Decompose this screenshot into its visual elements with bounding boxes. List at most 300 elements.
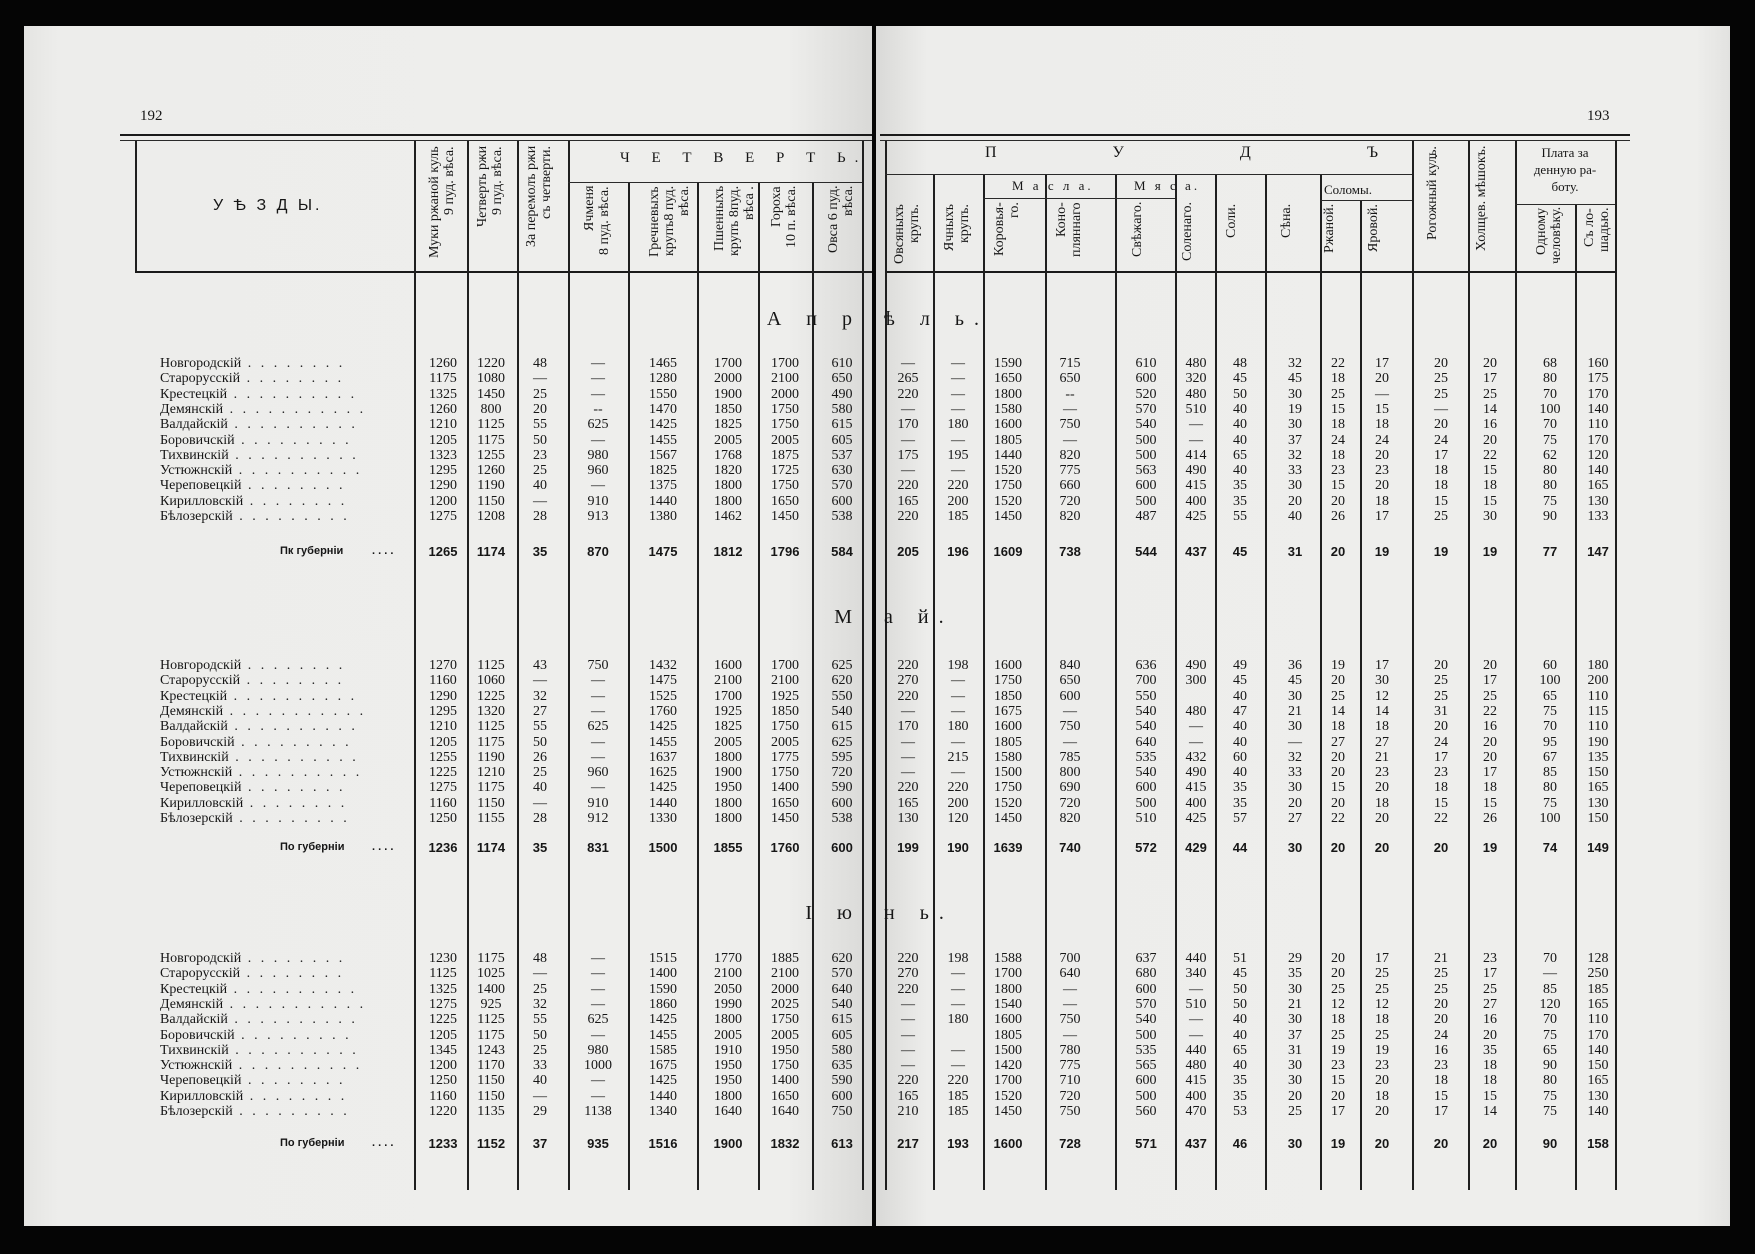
table-cell: — — [591, 371, 605, 387]
table-cell: 600 — [1135, 981, 1157, 997]
table-cell: 15 — [1483, 795, 1497, 811]
table-cell: 1210 — [477, 765, 505, 781]
table-cell: 14 — [1331, 703, 1345, 719]
uezd-name — [160, 356, 345, 371]
table-cell: 1580 — [994, 749, 1022, 765]
table-cell: 25 — [1375, 966, 1389, 982]
uezd-name — [160, 417, 358, 432]
column-header-left: Ячменя 8 пуд. вѣса. — [582, 186, 612, 255]
table-cell: 43 — [533, 658, 547, 673]
table-cell: 414 — [1185, 447, 1207, 463]
table-cell: 26 — [533, 749, 547, 765]
table-cell: 710 — [1059, 1073, 1081, 1089]
table-cell: 320 — [1185, 371, 1207, 387]
table-cell: 25 — [1483, 981, 1497, 997]
table-cell: 563 — [1135, 463, 1157, 479]
table-cell: 510 — [1185, 996, 1207, 1012]
uezd-name — [160, 765, 362, 780]
uezd-name-text: Демянскій — [160, 401, 224, 417]
table-cell: 40 — [533, 780, 547, 796]
month-label-right: а й. — [884, 606, 954, 628]
table-cell: — — [951, 688, 965, 704]
table-cell: 110 — [1587, 1012, 1609, 1028]
table-cell: 1700 — [994, 1073, 1022, 1089]
table-cell: — — [533, 795, 547, 811]
table-cell: 20 — [1483, 432, 1497, 448]
table-cell: 640 — [1135, 734, 1157, 750]
table-cell: 605 — [831, 1027, 853, 1043]
table-cell: 1650 — [771, 795, 799, 811]
table-cell: 1295 — [429, 703, 457, 719]
table-cell: 14 — [1483, 1104, 1497, 1119]
table-cell: 24 — [1434, 734, 1448, 750]
table-cell: 720 — [1059, 1088, 1081, 1104]
table-cell: — — [951, 996, 965, 1012]
table-cell: 1990 — [714, 996, 742, 1012]
table-cell: 180 — [947, 417, 969, 433]
table-cell: — — [591, 688, 605, 704]
table-cell: 150 — [1587, 811, 1609, 826]
header-top-rule-left — [120, 134, 872, 136]
table-cell: 1800 — [994, 386, 1022, 402]
table-cell: 165 — [1587, 780, 1609, 796]
table-cell: 25 — [533, 463, 547, 479]
total-cell: 90 — [1542, 1136, 1558, 1151]
table-cell: 1225 — [477, 688, 505, 704]
table-cell: 1250 — [429, 811, 457, 826]
table-cell: 18 — [1375, 795, 1389, 811]
header-bottom-rule-right — [885, 271, 1615, 273]
total-cell: 45 — [1232, 544, 1248, 559]
table-cell: 487 — [1135, 509, 1157, 524]
table-cell: 650 — [831, 371, 853, 387]
table-cell: 120 — [1539, 996, 1561, 1012]
table-cell: 912 — [587, 811, 609, 826]
table-cell: 1455 — [649, 734, 677, 750]
table-cell: 440 — [1185, 1042, 1207, 1058]
table-cell: 20 — [1375, 447, 1389, 463]
table-cell: 1400 — [771, 780, 799, 796]
total-cell: 19 — [1433, 544, 1449, 559]
table-cell: — — [951, 734, 965, 750]
table-cell: 215 — [947, 749, 969, 765]
table-cell: 75 — [1543, 1088, 1557, 1104]
table-cell: — — [591, 1073, 605, 1089]
table-cell: 415 — [1185, 1073, 1207, 1089]
table-cell: 12 — [1331, 996, 1345, 1012]
table-cell: 1585 — [649, 1042, 677, 1058]
table-cell: 20 — [1331, 951, 1345, 966]
leader-dots: . . . . . . . . . . — [232, 765, 363, 781]
table-cell: 20 — [533, 401, 547, 417]
table-cell: 130 — [897, 811, 919, 826]
table-cell: 1450 — [994, 509, 1022, 524]
table-cell: 50 — [1233, 386, 1247, 402]
table-cell: 115 — [1587, 703, 1609, 719]
uezd-name-text: Устюжнскій — [160, 765, 233, 781]
table-cell: 1190 — [477, 478, 505, 494]
table-cell: 165 — [1587, 1073, 1609, 1089]
table-cell: 40 — [1233, 719, 1247, 735]
table-cell: 1205 — [429, 432, 457, 448]
table-cell: 625 — [587, 1012, 609, 1028]
table-cell: 820 — [1059, 447, 1081, 463]
table-cell: 1600 — [994, 658, 1022, 673]
table-cell: 1640 — [771, 1104, 799, 1119]
table-cell: 67 — [1543, 749, 1557, 765]
table-cell: 18 — [1483, 1073, 1497, 1089]
total-cell: 19 — [1482, 544, 1498, 559]
table-cell: 1800 — [714, 795, 742, 811]
leader-dots: . . . . . . . . — [240, 371, 345, 387]
column-divider-left — [135, 141, 137, 271]
table-cell: 35 — [1233, 780, 1247, 796]
table-cell: 51 — [1233, 951, 1247, 966]
table-cell: 19 — [1331, 658, 1345, 673]
uezd-name — [160, 1043, 359, 1058]
table-cell: 26 — [1483, 811, 1497, 826]
table-cell: 18 — [1434, 780, 1448, 796]
table-cell: 12 — [1375, 688, 1389, 704]
leader-dots: . . . . . . . . . — [232, 1104, 350, 1119]
table-cell: 80 — [1543, 478, 1557, 494]
table-cell: 23 — [1483, 951, 1497, 966]
total-cell: 37 — [532, 1136, 548, 1151]
table-cell: 70 — [1543, 951, 1557, 966]
table-cell: 1400 — [649, 966, 677, 982]
column-divider-left — [568, 141, 570, 1190]
table-cell: — — [901, 356, 915, 371]
table-cell: 40 — [1233, 688, 1247, 704]
table-cell: 23 — [1331, 1058, 1345, 1074]
table-cell: 170 — [897, 719, 919, 735]
table-cell: 625 — [587, 719, 609, 735]
table-cell: 27 — [1375, 734, 1389, 750]
table-cell: 440 — [1185, 951, 1207, 966]
table-cell: 25 — [1331, 981, 1345, 997]
table-cell: 45 — [1233, 673, 1247, 689]
uezd-name-text: Боровичскій — [160, 432, 235, 448]
table-cell: 40 — [1233, 432, 1247, 448]
plata-group-label: Плата за денную ра- боту. — [1533, 145, 1597, 194]
total-cell: 572 — [1135, 840, 1157, 855]
table-cell: 55 — [1233, 509, 1247, 524]
table-cell: 540 — [1135, 765, 1157, 781]
table-cell: 1750 — [771, 401, 799, 417]
table-cell: 24 — [1434, 1027, 1448, 1043]
table-cell: 1175 — [477, 1027, 505, 1043]
table-cell: 190 — [1587, 734, 1609, 750]
table-cell: 1700 — [714, 688, 742, 704]
table-cell: — — [591, 478, 605, 494]
table-cell: 27 — [1483, 996, 1497, 1012]
table-cell: 21 — [1288, 703, 1302, 719]
table-cell: 775 — [1059, 1058, 1081, 1074]
table-cell: — — [533, 493, 547, 509]
uezd-name — [160, 478, 345, 493]
table-cell: 2100 — [771, 966, 799, 982]
table-cell: 16 — [1483, 719, 1497, 735]
table-cell: 65 — [1233, 447, 1247, 463]
table-cell: 18 — [1375, 719, 1389, 735]
table-cell: 1160 — [429, 1088, 457, 1104]
table-cell: 17 — [1483, 371, 1497, 387]
table-cell: 570 — [1135, 401, 1157, 417]
table-cell: 1175 — [477, 432, 505, 448]
table-cell: 1420 — [994, 1058, 1022, 1074]
table-cell: 110 — [1587, 688, 1609, 704]
table-cell: 570 — [831, 966, 853, 982]
column-header-left: Пшенныхъ крупъ 8пуд. вѣса . — [712, 186, 757, 257]
table-cell: 1275 — [429, 996, 457, 1012]
table-cell: 2005 — [714, 432, 742, 448]
table-cell: 28 — [533, 509, 547, 524]
uezd-name-text: Валдайскій — [160, 417, 228, 433]
uezd-name-text: Бѣлозерскій — [160, 1104, 233, 1119]
table-cell: 32 — [1288, 356, 1302, 371]
uezd-name — [160, 982, 357, 997]
table-cell: 17 — [1434, 1104, 1448, 1119]
table-cell: 210 — [897, 1104, 919, 1119]
table-cell: 220 — [947, 478, 969, 494]
table-cell: 17 — [1483, 966, 1497, 982]
table-cell: 480 — [1185, 356, 1207, 371]
uezd-name-text: Бѣлозерскій — [160, 509, 233, 524]
column-header-left: Гороха 10 п. вѣса. — [769, 186, 799, 249]
total-cell: 1265 — [428, 544, 458, 559]
table-cell: 1750 — [771, 765, 799, 781]
uezd-name-text: Устюжнскій — [160, 1058, 233, 1074]
table-cell: 1520 — [994, 1088, 1022, 1104]
table-cell: 20 — [1434, 1012, 1448, 1028]
table-cell: 23 — [1375, 765, 1389, 781]
table-cell: 30 — [1483, 509, 1497, 524]
table-cell: 18 — [1483, 478, 1497, 494]
uezd-name-text: Тихвинскій — [160, 1042, 229, 1058]
table-cell: 2005 — [714, 1027, 742, 1043]
column-header-left: Муки ржаной куль 9 пуд. вѣса. — [427, 146, 457, 258]
table-cell: — — [951, 401, 965, 417]
table-cell: 15 — [1331, 478, 1345, 494]
table-cell: 1425 — [649, 1073, 677, 1089]
table-cell: 2005 — [771, 1027, 799, 1043]
header-top-thin-left — [120, 140, 872, 141]
table-cell: — — [951, 1058, 965, 1074]
column-divider-left — [812, 182, 814, 1190]
table-cell: 2000 — [771, 386, 799, 402]
solomy-group-label: Соломы. — [1324, 182, 1372, 197]
column-header-right: Соли. — [1224, 204, 1239, 239]
table-cell: 14 — [1375, 703, 1389, 719]
table-cell: 550 — [831, 688, 853, 704]
table-cell: 20 — [1375, 1104, 1389, 1119]
table-cell: — — [901, 734, 915, 750]
table-cell: 15 — [1483, 1088, 1497, 1104]
table-cell: 23 — [1375, 1058, 1389, 1074]
table-cell: 90 — [1543, 1058, 1557, 1074]
table-cell: 1600 — [994, 719, 1022, 735]
table-cell: 1220 — [429, 1104, 457, 1119]
table-cell: 1750 — [771, 719, 799, 735]
table-cell: 500 — [1135, 1027, 1157, 1043]
table-cell: 25 — [1434, 673, 1448, 689]
table-cell: 120 — [1587, 447, 1609, 463]
table-cell: 48 — [1233, 356, 1247, 371]
table-cell: 19 — [1331, 1042, 1345, 1058]
table-cell: 1125 — [477, 658, 505, 673]
table-cell: 605 — [831, 432, 853, 448]
table-cell: 20 — [1483, 356, 1497, 371]
table-cell: — — [591, 734, 605, 750]
leader-dots: . . . . . . . . . . — [227, 386, 358, 402]
table-cell: 220 — [947, 780, 969, 796]
table-cell: 25 — [533, 765, 547, 781]
leader-dots: . . . . . . . . . . — [232, 463, 363, 479]
table-cell: 620 — [831, 673, 853, 689]
table-cell: 36 — [1288, 658, 1302, 673]
table-cell: 1150 — [477, 1073, 505, 1089]
table-cell: 23 — [1434, 1058, 1448, 1074]
table-cell: 90 — [1543, 509, 1557, 524]
table-cell: 1700 — [714, 356, 742, 371]
table-cell: 1280 — [649, 371, 677, 387]
table-cell: 750 — [1059, 1104, 1081, 1119]
table-cell: 20 — [1375, 780, 1389, 796]
table-cell: 17 — [1434, 447, 1448, 463]
table-cell: 140 — [1587, 401, 1609, 417]
total-cell: 437 — [1185, 1136, 1207, 1151]
table-cell: 500 — [1135, 432, 1157, 448]
table-cell: 25 — [533, 981, 547, 997]
leader-dots: . . . . . . . . — [243, 1088, 348, 1104]
table-cell: 16 — [1483, 417, 1497, 433]
table-cell: 300 — [1185, 673, 1207, 689]
table-cell: 610 — [831, 356, 853, 371]
table-cell: 1400 — [771, 1073, 799, 1089]
table-cell: 20 — [1288, 795, 1302, 811]
table-cell: — — [1189, 417, 1203, 433]
total-cell: 19 — [1330, 1136, 1346, 1151]
table-cell: 1825 — [649, 463, 677, 479]
table-cell: 180 — [1587, 658, 1609, 673]
total-cell: 600 — [831, 840, 853, 855]
table-cell: 20 — [1375, 371, 1389, 387]
table-cell: 40 — [1288, 509, 1302, 524]
uezd-name — [160, 951, 345, 966]
table-cell: 17 — [1375, 356, 1389, 371]
column-header-left: За перемолъ ржи съ четверти. — [524, 146, 554, 248]
table-cell: 160 — [1587, 356, 1609, 371]
month-label-left: М — [834, 606, 862, 628]
table-cell: 1450 — [994, 1104, 1022, 1119]
table-cell: 1825 — [714, 417, 742, 433]
table-cell: 1425 — [649, 719, 677, 735]
table-cell: 1600 — [714, 658, 742, 673]
table-cell: 913 — [587, 509, 609, 524]
table-cell: 75 — [1543, 432, 1557, 448]
table-cell: 1825 — [714, 719, 742, 735]
table-cell: 1675 — [649, 1058, 677, 1074]
table-cell: — — [901, 401, 915, 417]
table-cell: — — [1063, 432, 1077, 448]
column-header-right: Овсяныхъ крупъ. — [892, 204, 922, 264]
table-cell: — — [1063, 996, 1077, 1012]
table-cell: 610 — [1135, 356, 1157, 371]
table-cell: 40 — [1233, 417, 1247, 433]
total-cell: 199 — [897, 840, 919, 855]
table-cell: 1330 — [649, 811, 677, 826]
table-cell: — — [951, 673, 965, 689]
uezd-name-text: Старорусскій — [160, 371, 241, 387]
table-cell: 1175 — [477, 780, 505, 796]
uezd-name-text: Крестецкій — [160, 981, 228, 997]
column-header-right: Ржаной. — [1322, 204, 1337, 254]
table-cell: 45 — [1233, 371, 1247, 387]
total-cell: 158 — [1587, 1136, 1609, 1151]
table-cell: 25 — [1331, 386, 1345, 402]
table-cell: 32 — [1288, 749, 1302, 765]
total-cell: 1796 — [770, 544, 800, 559]
table-cell: 1295 — [429, 463, 457, 479]
table-cell: 625 — [831, 734, 853, 750]
column-header-right: Коно- пляннаго — [1054, 202, 1084, 257]
table-cell: 170 — [897, 417, 919, 433]
total-cell: 831 — [587, 840, 609, 855]
total-cell: 196 — [947, 544, 969, 559]
table-cell: 980 — [587, 1042, 609, 1058]
table-cell: 1525 — [649, 688, 677, 704]
table-cell: 1345 — [429, 1042, 457, 1058]
month-label-right: н ь. — [884, 902, 954, 924]
table-cell: 565 — [1135, 1058, 1157, 1074]
table-cell: 20 — [1483, 1027, 1497, 1043]
leader-dots: . . . . . . . . — [241, 951, 346, 966]
table-cell: 20 — [1331, 966, 1345, 982]
table-cell: 960 — [587, 463, 609, 479]
table-cell: 1205 — [429, 1027, 457, 1043]
table-cell: 480 — [1185, 386, 1207, 402]
table-cell: — — [1063, 703, 1077, 719]
total-label-dots: . . . . — [372, 841, 394, 853]
uezd-name — [160, 1028, 352, 1043]
table-cell: 1875 — [771, 447, 799, 463]
table-cell: 200 — [947, 493, 969, 509]
table-cell: 980 — [587, 447, 609, 463]
table-cell: 170 — [1587, 1027, 1609, 1043]
table-cell: 600 — [831, 1088, 853, 1104]
table-cell: 1462 — [714, 509, 742, 524]
leader-dots: . . . . . . . . — [241, 356, 346, 371]
table-cell: 20 — [1375, 811, 1389, 826]
uezd-name-text: Боровичскій — [160, 1027, 235, 1043]
table-cell: — — [1288, 734, 1302, 750]
uezd-name — [160, 433, 352, 448]
table-cell: 1260 — [477, 463, 505, 479]
leader-dots: . . . . . . . . . — [232, 811, 350, 826]
table-cell: 27 — [1331, 734, 1345, 750]
table-cell: 15 — [1375, 401, 1389, 417]
table-cell: 22 — [1483, 703, 1497, 719]
table-cell: 615 — [831, 1012, 853, 1028]
uezd-name-text: Валдайскій — [160, 1012, 228, 1028]
table-cell: 25 — [1434, 966, 1448, 982]
table-cell: 57 — [1233, 811, 1247, 826]
table-cell: — — [1063, 1027, 1077, 1043]
table-cell: 1125 — [477, 417, 505, 433]
table-cell: 18 — [1375, 1012, 1389, 1028]
table-cell: 75 — [1543, 493, 1557, 509]
table-cell: 1225 — [429, 765, 457, 781]
